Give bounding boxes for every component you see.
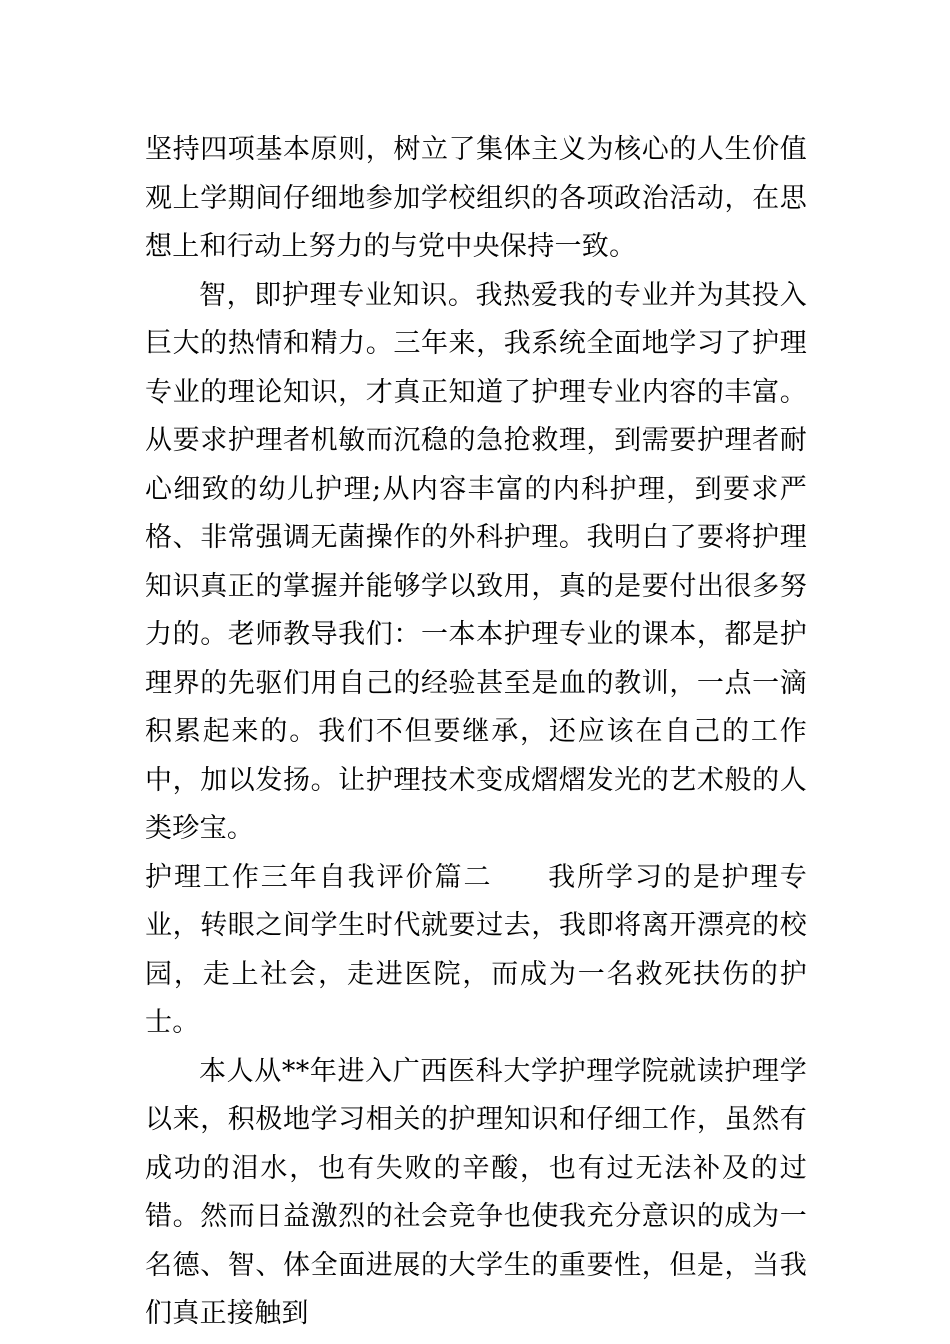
paragraph-1	[145, 126, 807, 272]
paragraph-3	[145, 854, 807, 1048]
paragraph-2	[145, 272, 807, 854]
paragraph-3-text: 我所学习的是护理专业，转眼之间学生时代就要过去，我即将离开漂亮的校园，走上社会，走进医院，而成为一名救死扶伤的护士。	[145, 861, 807, 1038]
paragraph-4-text: 本人从**年进入广西医科大学护理学院就读护理学以来，积极地学习相关的护理知识和仔细工作，虽然有成功的泪水，也有失败的辛酸，也有过无法补及的过错。然而日益激烈的社会竞争也使我充分意识的成为一名德、智、体全面进展的大学生的重要性，但是，当我们真正接触到	[145, 1055, 807, 1329]
paragraph-1-text: 坚持四项基本原则，树立了集体主义为核心的人生价值观上学期间仔细地参加学校组织的各项政治活动，在思想上和行动上努力的与党中央保持一致。	[145, 134, 807, 262]
section-heading: 护理工作三年自我评价篇二	[145, 861, 493, 893]
document-page	[145, 126, 807, 1339]
paragraph-4	[145, 1048, 807, 1339]
paragraph-2-text: 智，即护理专业知识。我热爱我的专业并为其投入巨大的热情和精力。三年来，我系统全面地学习了护理专业的理论知识，才真正知道了护理专业内容的丰富。从要求护理者机敏而沉稳的急抢救理，到需要护理者耐心细致的幼儿护理;从内容丰富的内科护理，到要求严格、非常强调无菌操作的外科护理。我明白了要将护理知识真正的掌握并能够学以致用，真的是要付出很多努力的。老师教导我们：一本本护理专业的课本，都是护理界的先驱们用自己的经验甚至是血的教训，一点一滴积累起来的。我们不但要继承，还应该在自己的工作中，加以发扬。让护理技术变成熠熠发光的艺术般的人类珍宝。	[145, 279, 807, 844]
